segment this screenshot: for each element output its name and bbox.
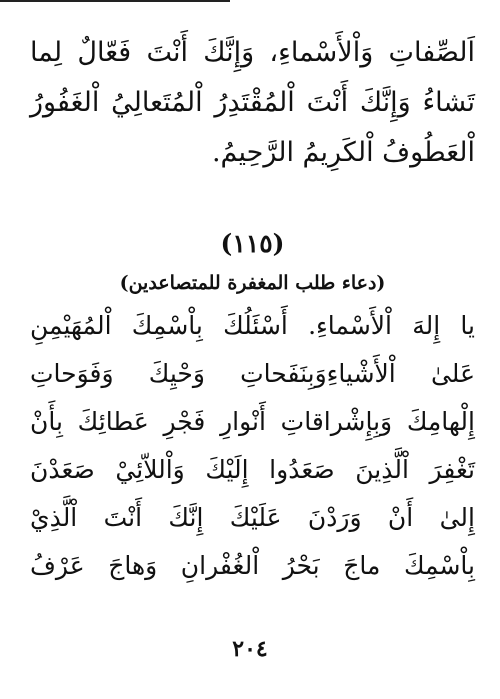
page-content <box>30 28 475 590</box>
page-number: ٢٠٤ <box>232 636 268 662</box>
text-line: عَلىٰ اْلأَشْياءِوَبِنَفَحاتِ وَحْيِكَ وَفَوَحاتِ <box>30 359 475 388</box>
text-line: اَلصِّفاتِ وَاْلأَسْماءِ، وَإِنَّكَ أَنْتَ فَعّالٌ لِما <box>30 37 475 68</box>
section-number: (١١٥) <box>220 229 285 258</box>
text-line: تَغْفِرَ اْلَّذِينَ صَعَدُوا إِلَيْكَ وَاْللاّئِيْ صَعَدْنَ <box>30 455 475 484</box>
text-line: اْلعَطُوفُ اْلكَرِيمُ الرَّحِيمُ. <box>211 137 475 168</box>
text-line: إِلْهامِكَ وَبِإِشْراقاتِ أَنْوارِ فَجْرِ عَطائِكَ بِأَنْ <box>30 407 475 436</box>
prayer-body <box>30 302 475 590</box>
closing-paragraph <box>30 28 475 178</box>
text-line: بِاْسْمِكَ ماجَ بَحْرُ اْلغُفْرانِ وَهاجَ عَرْفُ <box>30 551 475 580</box>
text-line: إِلىٰ أَنْ وَرَدْنَ عَلَيْكَ إِنَّكَ أَنْتَ اْلَّذِيْ <box>30 503 475 532</box>
text-line: يا إِلهَ اْلأَسْماءِ. أَسْئَلُكَ بِاْسْمِكَ اْلمُهَيْمِنِ <box>30 311 475 340</box>
top-rule <box>0 0 230 4</box>
text-line: تَشاءُ وَإِنَّكَ أَنْتَ اْلمُقْتَدِرُ اْلمُتَعالِيُ اْلغَفُورُ <box>30 87 475 118</box>
section-title: (دعاء طلب المغفرة للمتصاعدين) <box>119 272 386 294</box>
